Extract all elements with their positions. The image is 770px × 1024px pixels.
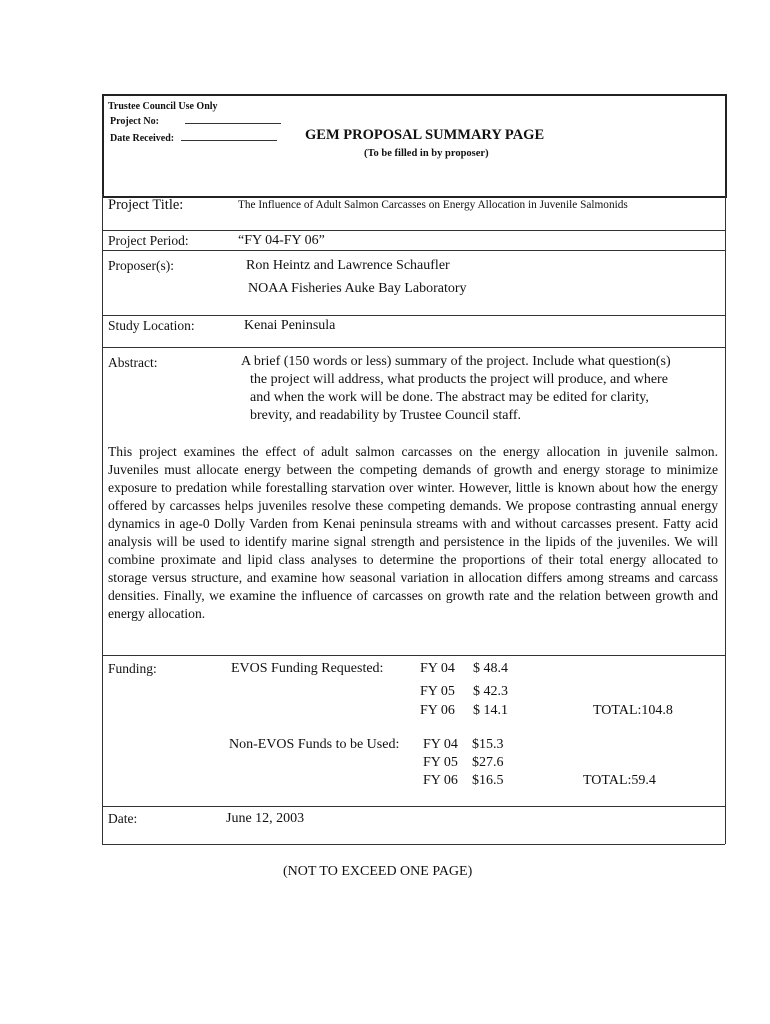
evos-fy06: FY 06 [420,703,455,718]
form-left-border [102,194,103,844]
non-evos-fy06: FY 06 [423,773,458,788]
date-received-text: Date Received: [110,133,175,144]
study-location-value: Kenai Peninsula [244,318,336,333]
non-evos-fy04: FY 04 [423,737,458,752]
project-title-label: Project Title: [108,197,184,213]
evos-fy04: FY 04 [420,661,455,676]
project-period-value: “FY 04-FY 06” [238,233,325,248]
divider [102,315,725,316]
trustee-use-only: Trustee Council Use Only [108,101,218,112]
abstract-instructions-line: A brief (150 words or less) summary of the project. Include what question(s) [241,354,671,369]
proposer-organization: NOAA Fisheries Auke Bay Laboratory [248,281,467,296]
abstract-text: This project examines the effect of adult salmon carcasses on the energy allocation in juvenile salmon. Juveniles must allocate energy between the competing demands of growth and energy storage to minimize exposure to predation while forestalling starvation over winter. However, little is known about how the energy offered by carcasses helps juveniles resolve these competing demands. We propose contrasting annual energy dynamics in age-0 Dolly Varden from Kenai peninsula streams with and without carcasses present. Fatty acid analysis will be used to identify marine signal strength and persistence in the lipids of the juveniles. We will combine proximate and lipid class analyses to determine the proportions of their total energy allocated to storage versus structure, and examine how seasonal variation in allocation differs among streams and carcass densities. Finally, we examine the influence of carcasses on growth rate and the relation between growth and energy allocation. [108,444,718,621]
evos-fy06-amount: $ 14.1 [473,703,508,718]
abstract-label: Abstract: [108,355,158,370]
form-right-border [725,194,726,844]
abstract-instructions-line: the project will address, what products the project will produce, and where [250,372,668,387]
evos-funding-label: EVOS Funding Requested: [231,661,384,676]
project-no-text: Project No: [110,116,159,127]
abstract-instructions-line: and when the work will be done. The abstract may be edited for clarity, [250,390,649,405]
form-bottom-border [102,844,725,845]
evos-fy05-amount: $ 42.3 [473,684,508,699]
page-subtitle: (To be filled in by proposer) [364,148,489,159]
divider [102,250,725,251]
non-evos-fy05: FY 05 [423,755,458,770]
divider [102,347,725,348]
date-received-label [110,131,277,144]
non-evos-total: TOTAL:59.4 [583,773,656,788]
proposal-form [102,94,725,844]
non-evos-funds-label: Non-EVOS Funds to be Used: [229,737,400,752]
evos-fy04-amount: $ 48.4 [473,661,508,676]
non-evos-fy05-amount: $27.6 [472,755,504,770]
study-location-label: Study Location: [108,318,195,333]
non-evos-fy06-amount: $16.5 [472,773,504,788]
footer-note: (NOT TO EXCEED ONE PAGE) [283,864,473,879]
divider [102,655,725,656]
non-evos-fy04-amount: $15.3 [472,737,504,752]
project-title-value: The Influence of Adult Salmon Carcasses on Energy Allocation in Juvenile Salmonids [238,199,628,211]
abstract-instructions-line: brevity, and readability by Trustee Council staff. [250,408,522,423]
page-title: GEM PROPOSAL SUMMARY PAGE [305,127,545,143]
date-label: Date: [108,811,138,826]
project-no-line [185,114,281,124]
project-period-label: Project Period: [108,233,189,248]
divider [102,806,725,807]
date-received-line [181,131,277,141]
funding-label: Funding: [108,661,157,676]
evos-fy05: FY 05 [420,684,455,699]
evos-total: TOTAL:104.8 [593,703,673,718]
date-value: June 12, 2003 [226,811,305,826]
proposers-label: Proposer(s): [108,258,174,273]
project-no-label [110,114,281,127]
divider [102,230,725,231]
proposer-names: Ron Heintz and Lawrence Schaufler [246,258,450,273]
